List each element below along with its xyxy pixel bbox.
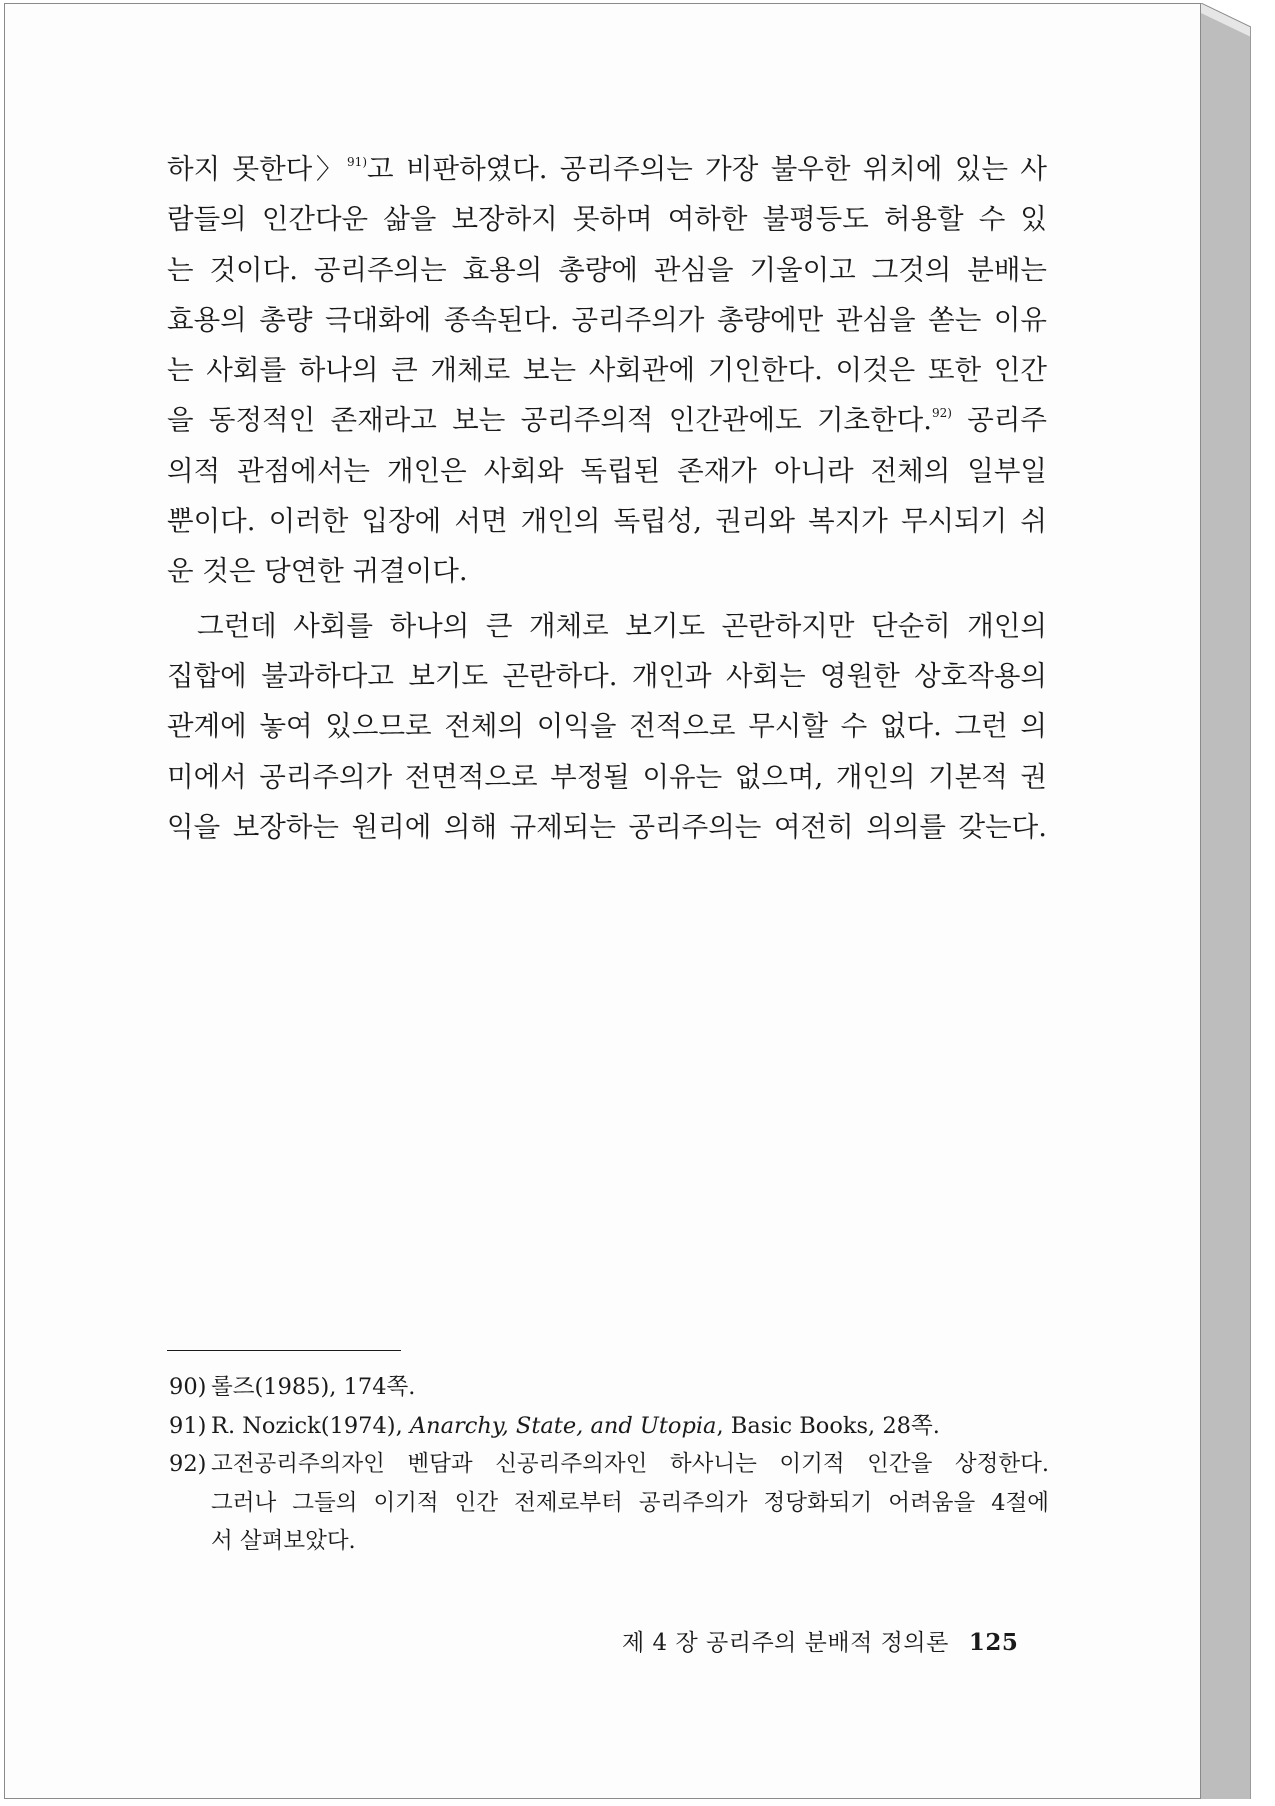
text-line: 뿐이다. 이러한 입장에 서면 개인의 독립성, 권리와 복지가 무시되기 쉬 [167,505,1047,538]
footnote-text: 그러나 그들의 이기적 인간 전제로부터 공리주의가 정당화되기 어려움을 4절에 [211,1489,1049,1516]
book-edge-icon [1201,3,1251,1799]
text-line: 을 동정적인 존재라고 보는 공리주의적 인간관에도 기초한다.$^{92)}$ 공리주 [167,404,1047,437]
running-footer [622,1624,1018,1657]
footnote-92 [169,1445,1049,1561]
footnote-text: 서 살펴보았다. [211,1528,356,1554]
footnote-text: 롤즈(1985), 174쪽. [211,1374,416,1400]
footnote-ref-92[interactable]: 92) [931,406,952,421]
text-line: 하지 못한다〉$^{91)}$고 비판하였다. 공리주의는 가장 불우한 위치에 있는 사 [167,153,1047,185]
text-line: 는 사회를 하나의 큰 개체로 보는 사회관에 기인한다. 이것은 또한 인간 [167,354,1047,387]
text-line: 익을 보장하는 원리에 의해 규제되는 공리주의는 여전히 의의를 갖는다. [167,810,1047,843]
footnote-number: 90) [169,1374,207,1400]
text-line: 람들의 인간다운 삶을 보장하지 못하며 여하한 불평등도 허용할 수 있 [167,203,1047,236]
text-line: 효용의 총량 극대화에 종속된다. 공리주의가 총량에만 관심을 쏟는 이유 [167,303,1047,336]
footnote-text: 고전공리주의자인 벤담과 신공리주의자인 하사니는 이기적 인간을 상정한다. [211,1451,1049,1477]
paragraph-2 [167,601,1047,852]
footnotes [169,1368,1049,1561]
paragraph-1 [167,144,1047,597]
book-page [4,3,1201,1799]
footnote-90 [169,1368,1049,1407]
footnote-91 [169,1407,1049,1446]
footnote-ref-91[interactable]: 91) [347,155,367,169]
text-line: 의적 관점에서는 개인은 사회와 독립된 존재가 아니라 전체의 일부일 [167,454,1047,487]
text-line: 집합에 불과하다고 보기도 곤란하다. 개인과 사회는 영원한 상호작용의 [167,659,1047,692]
text-line: 는 것이다. 공리주의는 효용의 총량에 관심을 기울이고 그것의 분배는 [167,253,1047,286]
chapter-title: 제 4 장 공리주의 분배적 정의론 [622,1630,949,1656]
footnote-text: R. Nozick(1974), Anarchy, State, and Utopia, Basic Books, 28쪽. [211,1412,940,1439]
page-edge-shadow [1201,3,1251,1799]
text-line: 미에서 공리주의가 전면적으로 부정될 이유는 없으며, 개인의 기본적 권 [167,760,1047,793]
text-line: 운 것은 당연한 귀결이다. [167,555,468,588]
text-line: 관계에 놓여 있으므로 전체의 이익을 전적으로 무시할 수 없다. 그런 의 [167,710,1047,743]
footnote-divider [167,1350,401,1351]
footnote-number: 92) [169,1451,207,1477]
page-number: 125 [968,1629,1019,1656]
body-text [167,144,1047,852]
footnote-number: 91) [169,1412,207,1439]
text-line: 그런데 사회를 하나의 큰 개체로 보기도 곤란하지만 단순히 개인의 [197,609,1047,642]
book-title: Anarchy, State, and Utopia [409,1412,717,1439]
